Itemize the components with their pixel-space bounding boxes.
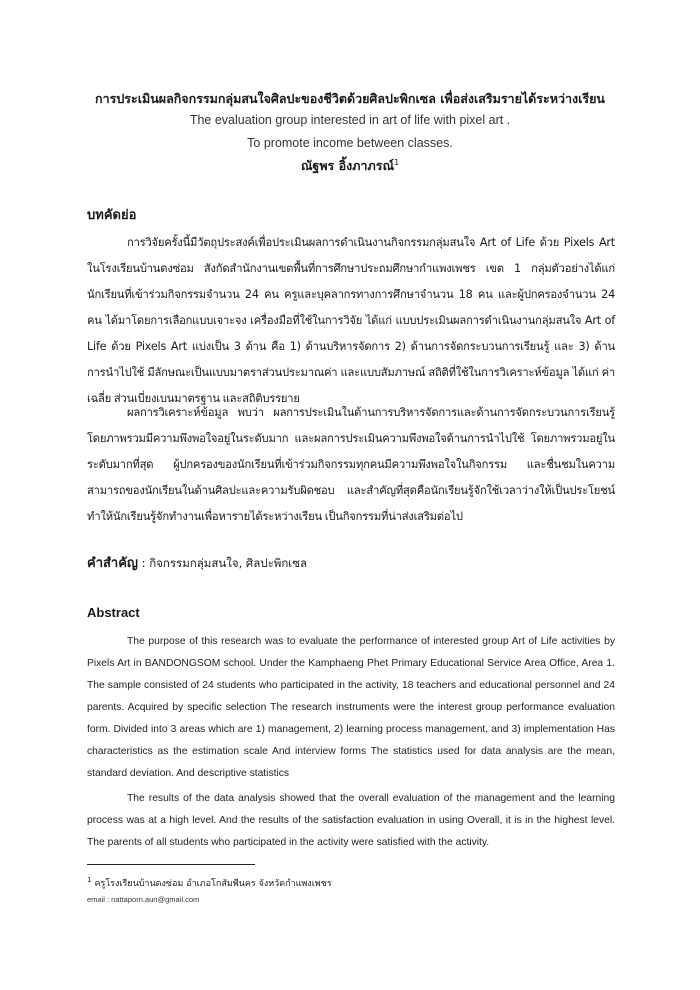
keywords-value: กิจกรรมกลุ่มสนใจ, ศิลปะพิกเซล [149, 556, 308, 570]
footnote-email: email : nattaporn.aun@gmail.com [87, 895, 200, 904]
thai-abstract-paragraph-2: ผลการวิเคราะห์ข้อมูล พบว่า ผลการประเมินในด้านการบริหารจัดการและด้านการจัดกระบวนการเรียนรู้โดยภาพรวมมีความพึงพอใจอยู่ในระดับมาก และผลการประเมินความพึงพอใจด้านการนำไปใช้ โดยภาพรวมอยู่ในระดับมากที่สุด ผู้ปกครองของนักเรียนที่เข้าร่วมกิจกรรมทุกคนมีความพึงพอใจในกิจกรรม และชื่นชมในความสามารถของนักเรียนในด้านศิลปะและความรับผิดชอบ และสำคัญที่สุดคือนักเรียนรู้จักใช้เวลาว่างให้เป็นประโยชน์ทำให้นักเรียนรู้จักทำงานเพื่อหารายได้ระหว่างเรียน เป็นกิจกรรมที่น่าส่งเสริมต่อไป [87, 406, 615, 523]
title-english-line1: The evaluation group interested in art of life with pixel art . [189, 113, 511, 127]
keywords-separator: : [138, 556, 150, 570]
footnote-mark: 1 [87, 876, 92, 884]
author-name: ณัฐพร อิ้งภาภรณ์ [300, 158, 395, 173]
footnote-affiliation: $^1$ ครูโรงเรียนบ้านดงซ่อม อำเภอโกสัมพีนคร จังหวัดกำแพงเพชร [87, 876, 332, 889]
thai-abstract-heading: บทคัดย่อ [87, 208, 137, 223]
title-english-line2: To promote income between classes. [247, 136, 453, 150]
thai-abstract-paragraph-1: การวิจัยครั้งนี้มีวัตถุประสงค์เพื่อประเมินผลการดำเนินงานกิจกรรมกลุ่มสนใจ Art of Life ด้วย Pixels Art ในโรงเรียนบ้านดงซ่อม สังกัดสำนักงานเขตพื้นที่การศึกษาประถมศึกษากำแพงเพชร เขต 1 กลุ่มตัวอย่างได้แก่นักเรียนที่เข้าร่วมกิจกรรมจำนวน 24 คน ครูและบุคลากรทางการศึกษาจำนวน 18 คน และผู้ปกครองจำนวน 24 คน ได้มาโดยการเลือกแบบเจาะจง เครื่องมือที่ใช้ในการวิจัย ได้แก่ แบบประเมินผลการดำเนินงานกลุ่มสนใจ Art of Life ด้วย Pixels Art แบ่งเป็น 3 ด้าน คือ 1) ด้านบริหารจัดการ 2) ด้านการจัดกระบวนการเรียนรู้ และ 3) ด้านการนำไปใช้ มีลักษณะเป็นแบบมาตราส่วนประมาณค่า และแบบสัมภาษณ์ สถิติที่ใช้ในการวิเคราะห์ข้อมูล ได้แก่ ค่าเฉลี่ย ส่วนเบี่ยงเบนมาตรฐาน และสถิติบรรยาย [87, 236, 615, 405]
keywords-line [87, 552, 307, 573]
keywords-label: คำสำคัญ [87, 556, 139, 571]
english-abstract-heading: Abstract [87, 605, 140, 620]
english-abstract-paragraph-2: The results of the data analysis showed that the overall evaluation of the management and the learning process was at a high level. And the results of the satisfaction evaluation in using Overall, it is in the highest level. The parents of all students who participated in the activity were satisfied with the activity. [87, 793, 615, 848]
author-footnote-mark: 1 [394, 157, 400, 167]
footnote-divider [87, 864, 255, 865]
author-line [60, 156, 640, 176]
title-thai: การประเมินผลกิจกรรมกลุ่มสนใจศิลปะของชีวิตด้วยศิลปะพิกเซล เพื่อส่งเสริมรายได้ระหว่างเรียน [95, 91, 605, 106]
english-abstract-paragraph-1: The purpose of this research was to evaluate the performance of interested group Art of Life activities by Pixels Art in BANDONGSOM school. Under the Kamphaeng Phet Primary Educational Service Area Office, Area 1. The sample consisted of 24 students who participated in the activity, 18 teachers and educational personnel and 24 parents. Acquired by specific selection The research instruments were the interest group performance evaluation form. Divided into 3 areas which are 1) management, 2) learning process management, and 3) implementation Has characteristics as the estimation scale And interview forms The statistics used for data analysis are the mean, standard deviation. And descriptive statistics [87, 636, 615, 779]
